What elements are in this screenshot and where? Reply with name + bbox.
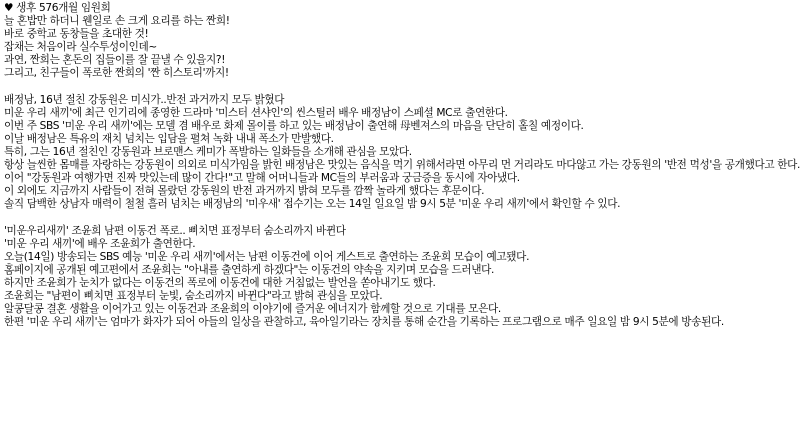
text-line: 홈페이지에 공개된 예고편에서 조윤희는 "아내를 출연하게 하겠다"는 이동건의 약속을 지키며 모습을 드러낸다. [4,263,495,276]
text-line: 늘 혼밥만 하더니 웬일로 손 크게 요리를 하는 짠희! [4,15,230,28]
text-line: 이번 주 SBS '미운 우리 새끼'에는 모델 겸 배우로 화제 몰이를 하고 있는 배정남이 출연해 母벤져스의 마음을 단단히 홀칠 예정이다. [4,119,584,132]
text-line: 바로 중학교 동창들을 초대한 것! [4,28,149,41]
paragraph-jo-yunhee [4,224,724,330]
text-line: 조윤희는 "남편이 삐치면 표정부터 눈빛, 숨소리까지 바뀐다"라고 밝혀 관심을 모았다. [4,290,383,303]
paragraph-bae-jeongnam [4,93,800,212]
text-line: 이 외에도 지금까지 사람들이 전혀 몰랐던 강동원의 반전 과거까지 밝혀 모두를 깜짝 놀라게 했다는 후문이다. [4,185,485,198]
text-line: 오늘(14일) 방송되는 SBS 예능 '미운 우리 새끼'에서는 남편 이동건에 이어 게스트로 출연하는 조윤희 모습이 예고됐다. [4,250,530,263]
text-line: 특히, 그는 16년 절친인 강동원과 브로맨스 케미가 폭발하는 일화들을 소개해 관심을 모았다. [4,146,412,159]
text-line: 이날 배정남은 특유의 재치 넘치는 입담을 펼쳐 녹화 내내 폭소가 만발했다. [4,132,334,145]
text-line: 이어 "강동원과 여행가면 진짜 맛있는데 많이 간다!"고 말해 어머니들과 MC들의 부러움과 궁금증을 동시에 자아냈다. [4,172,520,185]
text-line: 잡채는 처음이라 실수투성이인데~ [4,41,157,54]
text-line: 항상 늘씬한 몸매를 자랑하는 강동원이 의외로 미식가임을 밝힌 배정남은 맛있는 음식을 먹기 위해서라면 아무리 먼 거리라도 마다않고 가는 강동원의 '반전 먹성'을 공개했다고 한다. [4,159,800,172]
paragraph-spacer [4,81,696,94]
text-line: 미운 우리 새끼'에 최근 인기리에 종영한 드라마 '미스터 션샤인'의 씬스틸러 배우 배정남이 스페셜 MC로 출연한다. [4,106,508,119]
article-heading: 배정남, 16년 절친 강동원은 미식가..반전 과거까지 모두 밝혔다 [4,93,285,106]
text-line: 한편 '미운 우리 새끼'는 엄마가 화자가 되어 아들의 일상을 관찰하고, 육아일기라는 장치를 통해 순간을 기록하는 프로그램으로 매주 일요일 밤 9시 5분에 방송된다. [4,316,724,329]
paragraph-spacer [4,212,696,225]
text-line: 알콩달콩 결혼 생활을 이어가고 있는 이동건과 조윤희의 이야기에 즐거운 에너지가 함께할 것으로 기대를 모은다. [4,303,501,316]
text-line: 그리고, 친구들이 폭로한 짠희의 '짠 히스토리'까지! [4,67,229,80]
text-line: 하지만 조윤희가 눈치가 없다는 이동건의 폭로에 이동건에 대한 거침없는 발언을 쏟아내기도 했다. [4,276,436,289]
paragraph-episode-intro [4,2,696,81]
text-line: ♥ 생후 576개월 임원희 [4,2,111,14]
text-line: 솔직 담백한 상남자 매력이 철철 흘러 넘치는 배정남의 '미우새' 접수기는 오는 14일 일요일 밤 9시 5분 '미운 우리 새끼'에서 확인할 수 있다. [4,198,621,211]
text-line: '미운 우리 새끼'에 배우 조윤희가 출연한다. [4,237,196,250]
article-heading: '미운우리새끼' 조윤희 남편 이동건 폭로.. 삐치면 표정부터 숨소리까지 바뀐다 [4,224,346,237]
text-line: 과연, 짠희는 혼돈의 집들이를 잘 끝낼 수 있을지?! [4,54,226,67]
